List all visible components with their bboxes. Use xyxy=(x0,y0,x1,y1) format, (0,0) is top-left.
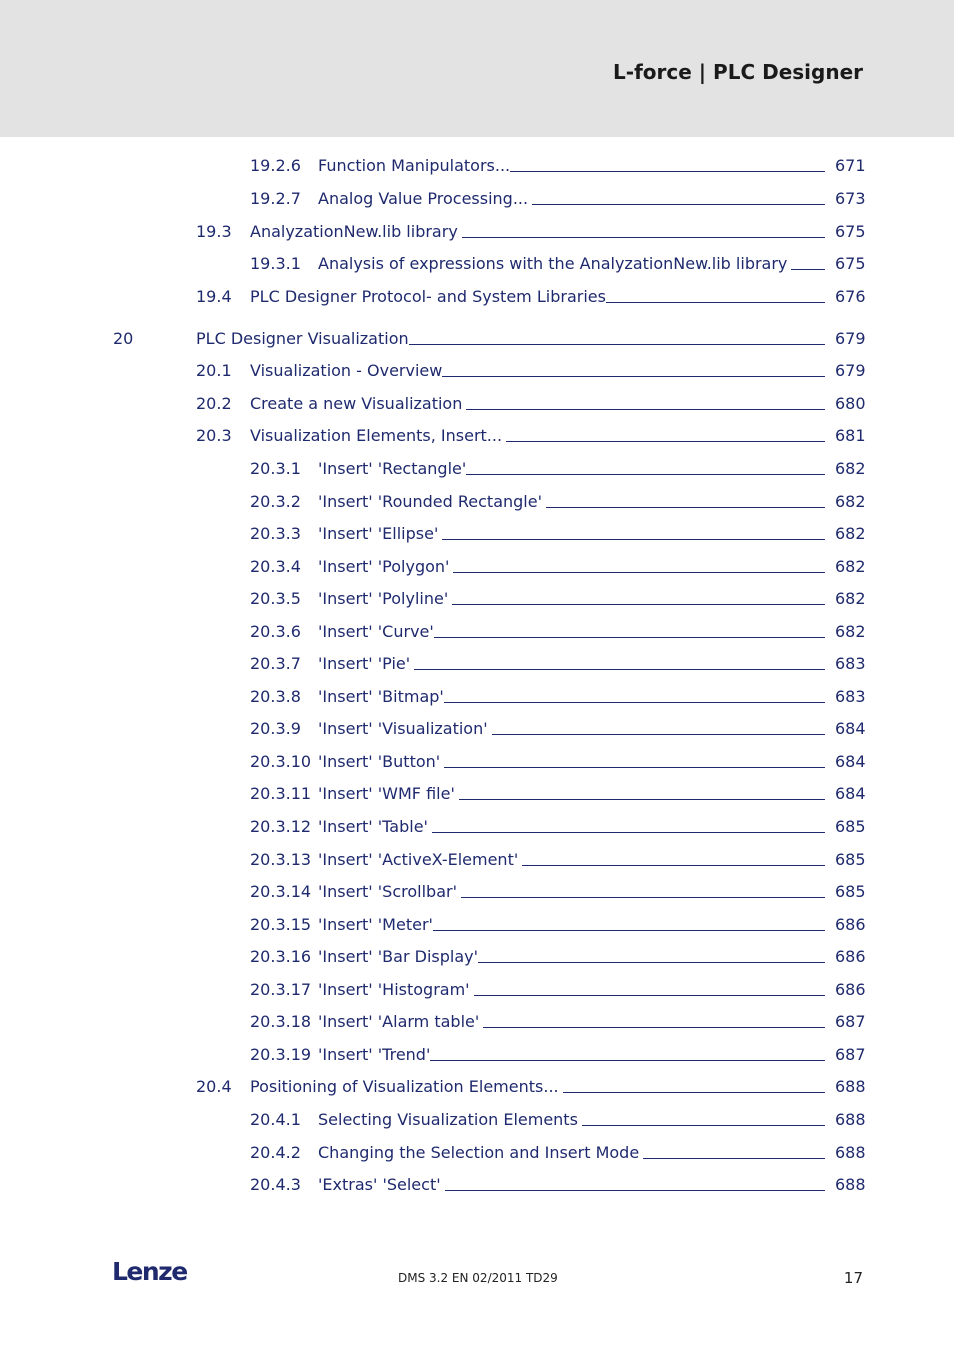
toc-entry-number: 20.3.12 xyxy=(250,817,312,836)
toc-entry-number: 20.1 xyxy=(196,361,232,380)
toc-entry-title[interactable]: 'Insert' 'WMF file' xyxy=(318,784,455,803)
toc-entry-title[interactable]: 'Insert' 'Rounded Rectangle' xyxy=(318,492,542,511)
toc-entry-title-line xyxy=(318,587,826,611)
toc-entry-title[interactable]: 'Insert' 'Button' xyxy=(318,752,441,771)
toc-leader-line xyxy=(546,490,825,508)
toc-leader-line xyxy=(522,848,825,866)
toc-leader-line xyxy=(492,717,825,735)
toc-entry-title-line xyxy=(318,187,826,211)
toc-entry[interactable] xyxy=(0,154,954,178)
toc-entry-number: 20.3.19 xyxy=(250,1045,312,1064)
toc-entry-page[interactable]: 688 xyxy=(835,1143,866,1162)
toc-entry-title[interactable]: PLC Designer Visualization xyxy=(196,329,409,348)
toc-leader-line xyxy=(532,187,825,205)
toc-entry[interactable] xyxy=(0,392,954,416)
toc-leader-line xyxy=(506,424,825,442)
toc-entry-title-line xyxy=(318,945,826,969)
toc-entry-title-line xyxy=(318,555,826,579)
toc-entry-title-line xyxy=(318,252,826,276)
toc-entry-page[interactable]: 683 xyxy=(835,687,866,706)
toc-entry[interactable] xyxy=(0,782,954,806)
footer-page-number: 17 xyxy=(843,1269,863,1287)
toc-entry-page[interactable]: 684 xyxy=(835,784,866,803)
toc-entry-page[interactable]: 682 xyxy=(835,459,866,478)
toc-entry-page[interactable]: 685 xyxy=(835,817,866,836)
toc-entry[interactable] xyxy=(0,685,954,709)
toc-entry-title-line xyxy=(318,717,826,741)
toc-entry-title-line xyxy=(318,1010,826,1034)
toc-entry-page[interactable]: 673 xyxy=(835,189,866,208)
toc-entry-page[interactable]: 686 xyxy=(835,980,866,999)
toc-entry-number: 20.3.18 xyxy=(250,1012,312,1031)
toc-entry-title[interactable]: 'Insert' 'Rectangle' xyxy=(318,459,467,478)
toc-leader-line xyxy=(442,359,825,377)
toc-entry-number: 20.3.4 xyxy=(250,557,301,576)
toc-entry-page[interactable]: 676 xyxy=(835,287,866,306)
toc-leader-line xyxy=(434,620,825,638)
toc-entry[interactable] xyxy=(0,848,954,872)
toc-leader-line xyxy=(409,327,825,345)
toc-entry-page[interactable]: 682 xyxy=(835,557,866,576)
toc-entry-number: 20.4 xyxy=(196,1077,232,1096)
toc-entry-title[interactable]: 'Insert' 'Trend' xyxy=(318,1045,431,1064)
toc-entry[interactable] xyxy=(0,652,954,676)
toc-entry-number: 20.3.2 xyxy=(250,492,301,511)
toc-entry-title[interactable]: Function Manipulators... xyxy=(318,156,511,175)
toc-entry-title-line xyxy=(318,685,826,709)
toc-entry-page[interactable]: 682 xyxy=(835,492,866,511)
toc-entry[interactable] xyxy=(0,1141,954,1165)
toc-entry-title-line xyxy=(318,522,826,546)
toc-entry[interactable] xyxy=(0,285,954,309)
toc-entry[interactable] xyxy=(0,424,954,448)
toc-entry-number: 20.4.2 xyxy=(250,1143,301,1162)
toc-entry[interactable] xyxy=(0,750,954,774)
toc-entry-page[interactable]: 686 xyxy=(835,915,866,934)
toc-entry-title[interactable]: Selecting Visualization Elements xyxy=(318,1110,578,1129)
toc-entry[interactable] xyxy=(0,913,954,937)
toc-entry-page[interactable]: 684 xyxy=(835,719,866,738)
toc-entry-page[interactable]: 675 xyxy=(835,254,866,273)
toc-entry-page[interactable]: 687 xyxy=(835,1045,866,1064)
toc-entry-page[interactable]: 682 xyxy=(835,524,866,543)
toc-entry-number: 19.2.6 xyxy=(250,156,301,175)
toc-entry[interactable] xyxy=(0,490,954,514)
toc-leader-line xyxy=(791,252,825,270)
toc-entry-title[interactable]: 'Insert' 'Histogram' xyxy=(318,980,470,999)
toc-leader-line xyxy=(643,1141,825,1159)
toc-entry[interactable] xyxy=(0,620,954,644)
toc-entry[interactable] xyxy=(0,1075,954,1099)
lenze-logo: Lenze xyxy=(112,1257,187,1286)
toc-leader-line xyxy=(433,913,825,931)
toc-entry-title-line xyxy=(318,457,826,481)
toc-leader-line xyxy=(483,1010,825,1028)
header-title: L-force | PLC Designer xyxy=(613,60,863,84)
toc-entry[interactable] xyxy=(0,880,954,904)
toc-entry-page[interactable]: 681 xyxy=(835,426,866,445)
toc-leader-line xyxy=(474,978,825,996)
toc-entry-title[interactable]: 'Insert' 'Scrollbar' xyxy=(318,882,457,901)
toc-entry-title[interactable]: 'Insert' 'Polygon' xyxy=(318,557,450,576)
toc-entry[interactable] xyxy=(0,815,954,839)
toc-leader-line xyxy=(606,285,825,303)
toc-entry-title-line xyxy=(318,652,826,676)
toc-entry-title-line xyxy=(318,848,826,872)
toc-entry-number: 20.3.7 xyxy=(250,654,301,673)
toc-entry-number: 20.3.10 xyxy=(250,752,312,771)
toc-entry[interactable] xyxy=(0,587,954,611)
toc-entry[interactable] xyxy=(0,187,954,211)
toc-entry-title-line xyxy=(250,220,826,244)
toc-entry-title[interactable]: 'Insert' 'Table' xyxy=(318,817,428,836)
toc-entry-number: 19.3.1 xyxy=(250,254,301,273)
toc-entry-title-line xyxy=(250,392,826,416)
toc-entry-title[interactable]: Changing the Selection and Insert Mode xyxy=(318,1143,640,1162)
toc-entry-number: 20 xyxy=(113,329,134,348)
toc-entry-page[interactable]: 685 xyxy=(835,882,866,901)
toc-entry-number: 20.3.11 xyxy=(250,784,312,803)
toc-entry-page[interactable]: 682 xyxy=(835,589,866,608)
toc-entry-title[interactable]: Positioning of Visualization Elements... xyxy=(250,1077,559,1096)
toc-entry-title[interactable]: AnalyzationNew.lib library xyxy=(250,222,458,241)
toc-entry[interactable] xyxy=(0,359,954,383)
toc-entry-title[interactable]: 'Insert' 'Visualization' xyxy=(318,719,488,738)
toc-entry-title[interactable]: 'Insert' 'Ellipse' xyxy=(318,524,439,543)
toc-entry-title-line xyxy=(318,154,826,178)
toc-entry-number: 20.4.1 xyxy=(250,1110,301,1129)
toc-entry-title-line xyxy=(318,978,826,1002)
toc-entry[interactable] xyxy=(0,327,954,351)
toc-entry-number: 20.3 xyxy=(196,426,232,445)
toc-leader-line xyxy=(461,880,825,898)
toc-entry[interactable] xyxy=(0,1010,954,1034)
toc-entry-number: 20.3.3 xyxy=(250,524,301,543)
toc-entry-page[interactable]: 685 xyxy=(835,850,866,869)
toc-entry-page[interactable]: 683 xyxy=(835,654,866,673)
toc-leader-line xyxy=(478,945,825,963)
toc-leader-line xyxy=(466,457,825,475)
toc-entry-title[interactable]: 'Insert' 'Polyline' xyxy=(318,589,449,608)
toc-entry-page[interactable]: 688 xyxy=(835,1110,866,1129)
toc-entry-page[interactable]: 680 xyxy=(835,394,866,413)
toc-entry-title-line xyxy=(318,490,826,514)
toc-entry-title[interactable]: 'Insert' 'Bitmap' xyxy=(318,687,444,706)
toc-entry-number: 20.3.1 xyxy=(250,459,301,478)
toc-entry-number: 20.3.8 xyxy=(250,687,301,706)
toc-leader-line xyxy=(563,1075,825,1093)
toc-entry-number: 20.3.15 xyxy=(250,915,312,934)
toc-entry-title[interactable]: 'Insert' 'Meter' xyxy=(318,915,433,934)
footer-document-id: DMS 3.2 EN 02/2011 TD29 xyxy=(398,1271,558,1285)
toc-entry-title-line xyxy=(318,913,826,937)
toc-entry-number: 20.3.13 xyxy=(250,850,312,869)
toc-entry[interactable] xyxy=(0,457,954,481)
toc-leader-line xyxy=(414,652,825,670)
toc-entry-title[interactable]: 'Insert' 'ActiveX-Element' xyxy=(318,850,519,869)
toc-entry-number: 20.3.6 xyxy=(250,622,301,641)
toc-leader-line xyxy=(452,587,825,605)
toc-entry-title-line xyxy=(318,1043,826,1067)
toc-entry[interactable] xyxy=(0,978,954,1002)
toc-leader-line xyxy=(444,685,825,703)
toc-entry-page[interactable]: 688 xyxy=(835,1175,866,1194)
toc-entry-number: 19.4 xyxy=(196,287,232,306)
toc-entry-number: 19.2.7 xyxy=(250,189,301,208)
toc-entry-title[interactable]: 'Insert' 'Alarm table' xyxy=(318,1012,480,1031)
toc-entry[interactable] xyxy=(0,1043,954,1067)
toc-entry-page[interactable]: 675 xyxy=(835,222,866,241)
toc-entry-number: 20.3.14 xyxy=(250,882,312,901)
toc-leader-line xyxy=(442,522,825,540)
toc-entry-title[interactable]: Analysis of expressions with the AnalyzationNew.lib library xyxy=(318,254,788,273)
toc-entry-page[interactable]: 687 xyxy=(835,1012,866,1031)
toc-entry-title[interactable]: PLC Designer Protocol- and System Libraries xyxy=(250,287,606,306)
toc-entry-title-line xyxy=(318,750,826,774)
toc-entry-page[interactable]: 684 xyxy=(835,752,866,771)
toc-entry-title[interactable]: 'Insert' 'Bar Display' xyxy=(318,947,478,966)
toc-leader-line xyxy=(444,750,825,768)
toc-entry-title-line xyxy=(318,1173,826,1197)
toc-leader-line xyxy=(462,220,825,238)
toc-entry-number: 20.3.9 xyxy=(250,719,301,738)
toc-entry-title-line xyxy=(250,359,826,383)
toc-entry-title-line xyxy=(250,424,826,448)
toc-entry-title[interactable]: Visualization - Overview xyxy=(250,361,443,380)
toc-entry-title[interactable]: 'Extras' 'Select' xyxy=(318,1175,441,1194)
toc-leader-line xyxy=(453,555,825,573)
toc-entry-page[interactable]: 671 xyxy=(835,156,866,175)
toc-entry-number: 20.2 xyxy=(196,394,232,413)
toc-entry[interactable] xyxy=(0,945,954,969)
toc-leader-line xyxy=(459,782,825,800)
toc-entry[interactable] xyxy=(0,522,954,546)
toc-entry-title-line xyxy=(196,327,826,351)
toc-entry-title-line xyxy=(318,880,826,904)
toc-entry-number: 20.3.16 xyxy=(250,947,312,966)
toc-entry-title-line xyxy=(318,1108,826,1132)
toc-entry[interactable] xyxy=(0,717,954,741)
toc-entry-number: 19.3 xyxy=(196,222,232,241)
toc-entry-title-line xyxy=(318,1141,826,1165)
toc-leader-line xyxy=(582,1108,825,1126)
toc-entry-page[interactable]: 686 xyxy=(835,947,866,966)
toc-entry-page[interactable]: 679 xyxy=(835,361,866,380)
toc-entry-title-line xyxy=(318,815,826,839)
toc-entry[interactable] xyxy=(0,1173,954,1197)
toc-entry-page[interactable]: 679 xyxy=(835,329,866,348)
toc-entry-number: 20.3.17 xyxy=(250,980,312,999)
toc-leader-line xyxy=(430,1043,825,1061)
toc-entry-title-line xyxy=(318,782,826,806)
toc-entry-number: 20.3.5 xyxy=(250,589,301,608)
toc-entry-title[interactable]: 'Insert' 'Curve' xyxy=(318,622,434,641)
toc-entry-title[interactable]: 'Insert' 'Pie' xyxy=(318,654,411,673)
toc-entry-title[interactable]: Analog Value Processing... xyxy=(318,189,529,208)
toc-entry-title[interactable]: Visualization Elements, Insert... xyxy=(250,426,503,445)
toc-entry-title-line xyxy=(250,1075,826,1099)
toc-entry[interactable] xyxy=(0,220,954,244)
toc-entry-title-line xyxy=(250,285,826,309)
toc-leader-line xyxy=(445,1173,825,1191)
toc-entry[interactable] xyxy=(0,555,954,579)
toc-entry-page[interactable]: 688 xyxy=(835,1077,866,1096)
toc-entry-title-line xyxy=(318,620,826,644)
toc-leader-line xyxy=(432,815,825,833)
toc-leader-line xyxy=(510,154,825,172)
toc-entry[interactable] xyxy=(0,252,954,276)
toc-leader-line xyxy=(466,392,825,410)
toc-entry-page[interactable]: 682 xyxy=(835,622,866,641)
toc-entry[interactable] xyxy=(0,1108,954,1132)
toc-entry-number: 20.4.3 xyxy=(250,1175,301,1194)
toc-entry-title[interactable]: Create a new Visualization xyxy=(250,394,463,413)
